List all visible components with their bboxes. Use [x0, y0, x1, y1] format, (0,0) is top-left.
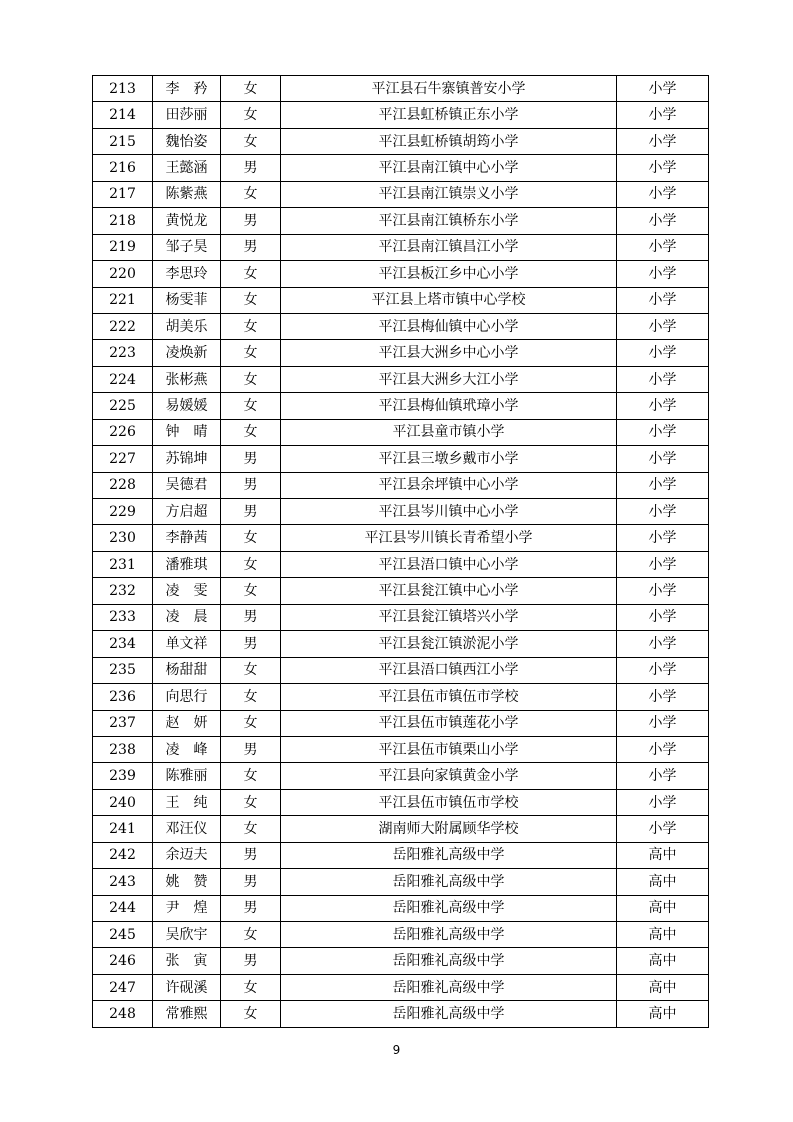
- cell-level: 小学: [617, 499, 709, 525]
- cell-school: 平江县南江镇中心小学: [281, 155, 617, 181]
- cell-school: 湖南师大附属顾华学校: [281, 816, 617, 842]
- cell-level: 小学: [617, 551, 709, 577]
- cell-number: 235: [93, 657, 153, 683]
- cell-name: 黄悦龙: [153, 208, 221, 234]
- table-row: [93, 684, 709, 710]
- cell-level: 小学: [617, 446, 709, 472]
- cell-name: 常雅熙: [153, 1001, 221, 1027]
- table-row: [93, 261, 709, 287]
- table-row: [93, 419, 709, 445]
- cell-gender: 男: [221, 736, 281, 762]
- cell-school: 平江县伍市镇伍市学校: [281, 684, 617, 710]
- cell-level: 小学: [617, 525, 709, 551]
- cell-gender: 男: [221, 948, 281, 974]
- table-row: [93, 446, 709, 472]
- cell-name: 凌 雯: [153, 578, 221, 604]
- cell-level: 小学: [617, 604, 709, 630]
- cell-gender: 女: [221, 393, 281, 419]
- cell-number: 247: [93, 974, 153, 1000]
- cell-gender: 男: [221, 869, 281, 895]
- cell-gender: 女: [221, 816, 281, 842]
- cell-name: 李 矜: [153, 76, 221, 102]
- table-row: [93, 181, 709, 207]
- cell-name: 王 纯: [153, 789, 221, 815]
- page-number: 9: [392, 1043, 401, 1057]
- cell-gender: 女: [221, 261, 281, 287]
- cell-name: 吴欣宇: [153, 922, 221, 948]
- table-row: [93, 948, 709, 974]
- cell-gender: 女: [221, 551, 281, 577]
- cell-number: 218: [93, 208, 153, 234]
- table-row: [93, 710, 709, 736]
- cell-name: 易媛媛: [153, 393, 221, 419]
- cell-level: 小学: [617, 128, 709, 154]
- cell-name: 魏怡姿: [153, 128, 221, 154]
- cell-school: 平江县童市镇小学: [281, 419, 617, 445]
- cell-name: 李思玲: [153, 261, 221, 287]
- table-row: [93, 525, 709, 551]
- cell-number: 240: [93, 789, 153, 815]
- table-row: [93, 102, 709, 128]
- cell-number: 239: [93, 763, 153, 789]
- cell-school: 平江县大洲乡大江小学: [281, 366, 617, 392]
- cell-gender: 女: [221, 525, 281, 551]
- cell-school: 岳阳雅礼高级中学: [281, 974, 617, 1000]
- cell-gender: 女: [221, 313, 281, 339]
- cell-school: 平江县瓮江镇塔兴小学: [281, 604, 617, 630]
- cell-number: 238: [93, 736, 153, 762]
- cell-gender: 男: [221, 499, 281, 525]
- cell-name: 邹子昊: [153, 234, 221, 260]
- roster-body: [93, 76, 709, 1028]
- cell-number: 225: [93, 393, 153, 419]
- cell-level: 小学: [617, 393, 709, 419]
- cell-number: 221: [93, 287, 153, 313]
- cell-level: 小学: [617, 155, 709, 181]
- cell-level: 小学: [617, 631, 709, 657]
- cell-level: 高中: [617, 948, 709, 974]
- cell-level: 小学: [617, 816, 709, 842]
- cell-name: 张 寅: [153, 948, 221, 974]
- cell-name: 尹 煌: [153, 895, 221, 921]
- table-row: [93, 76, 709, 102]
- cell-school: 平江县浯口镇中心小学: [281, 551, 617, 577]
- table-row: [93, 869, 709, 895]
- cell-gender: 女: [221, 657, 281, 683]
- cell-number: 243: [93, 869, 153, 895]
- cell-number: 229: [93, 499, 153, 525]
- cell-level: 高中: [617, 974, 709, 1000]
- table-row: [93, 578, 709, 604]
- cell-school: 平江县岑川镇中心小学: [281, 499, 617, 525]
- cell-level: 小学: [617, 76, 709, 102]
- cell-number: 234: [93, 631, 153, 657]
- cell-school: 平江县虹桥镇胡筠小学: [281, 128, 617, 154]
- cell-number: 222: [93, 313, 153, 339]
- cell-gender: 女: [221, 287, 281, 313]
- cell-name: 钟 晴: [153, 419, 221, 445]
- cell-level: 小学: [617, 789, 709, 815]
- cell-level: 小学: [617, 261, 709, 287]
- cell-level: 小学: [617, 366, 709, 392]
- cell-school: 岳阳雅礼高级中学: [281, 895, 617, 921]
- cell-number: 215: [93, 128, 153, 154]
- cell-gender: 男: [221, 155, 281, 181]
- cell-school: 平江县上塔市镇中心学校: [281, 287, 617, 313]
- cell-school: 平江县瓮江镇中心小学: [281, 578, 617, 604]
- table-row: [93, 631, 709, 657]
- cell-number: 214: [93, 102, 153, 128]
- table-row: [93, 604, 709, 630]
- cell-name: 凌焕新: [153, 340, 221, 366]
- cell-number: 248: [93, 1001, 153, 1027]
- cell-number: 242: [93, 842, 153, 868]
- cell-gender: 女: [221, 102, 281, 128]
- cell-gender: 女: [221, 1001, 281, 1027]
- cell-gender: 男: [221, 446, 281, 472]
- cell-number: 219: [93, 234, 153, 260]
- cell-gender: 男: [221, 234, 281, 260]
- cell-gender: 女: [221, 922, 281, 948]
- table-row: [93, 789, 709, 815]
- table-row: [93, 922, 709, 948]
- cell-gender: 女: [221, 789, 281, 815]
- cell-name: 向思行: [153, 684, 221, 710]
- cell-school: 平江县伍市镇栗山小学: [281, 736, 617, 762]
- cell-number: 231: [93, 551, 153, 577]
- cell-school: 平江县板江乡中心小学: [281, 261, 617, 287]
- cell-gender: 男: [221, 842, 281, 868]
- cell-school: 平江县余坪镇中心小学: [281, 472, 617, 498]
- table-row: [93, 366, 709, 392]
- cell-level: 高中: [617, 869, 709, 895]
- cell-number: 227: [93, 446, 153, 472]
- cell-school: 平江县石牛寨镇普安小学: [281, 76, 617, 102]
- cell-name: 许砚溪: [153, 974, 221, 1000]
- cell-gender: 女: [221, 974, 281, 1000]
- cell-school: 平江县南江镇昌江小学: [281, 234, 617, 260]
- cell-name: 田莎丽: [153, 102, 221, 128]
- cell-level: 小学: [617, 340, 709, 366]
- cell-gender: 女: [221, 578, 281, 604]
- cell-school: 平江县大洲乡中心小学: [281, 340, 617, 366]
- table-row: [93, 208, 709, 234]
- cell-gender: 女: [221, 419, 281, 445]
- cell-number: 230: [93, 525, 153, 551]
- cell-school: 岳阳雅礼高级中学: [281, 1001, 617, 1027]
- cell-level: 高中: [617, 1001, 709, 1027]
- cell-school: 平江县南江镇崇义小学: [281, 181, 617, 207]
- cell-school: 平江县三墩乡戴市小学: [281, 446, 617, 472]
- cell-school: 平江县瓮江镇淤泥小学: [281, 631, 617, 657]
- table-row: [93, 551, 709, 577]
- cell-level: 高中: [617, 922, 709, 948]
- cell-school: 平江县岑川镇长青希望小学: [281, 525, 617, 551]
- cell-level: 小学: [617, 208, 709, 234]
- cell-level: 小学: [617, 181, 709, 207]
- cell-school: 平江县南江镇桥东小学: [281, 208, 617, 234]
- cell-level: 小学: [617, 684, 709, 710]
- cell-school: 平江县虹桥镇正东小学: [281, 102, 617, 128]
- cell-level: 小学: [617, 736, 709, 762]
- cell-name: 凌 晨: [153, 604, 221, 630]
- cell-name: 杨雯菲: [153, 287, 221, 313]
- cell-gender: 女: [221, 710, 281, 736]
- cell-level: 小学: [617, 657, 709, 683]
- cell-number: 244: [93, 895, 153, 921]
- cell-number: 224: [93, 366, 153, 392]
- cell-level: 高中: [617, 895, 709, 921]
- cell-number: 223: [93, 340, 153, 366]
- table-row: [93, 472, 709, 498]
- cell-school: 岳阳雅礼高级中学: [281, 869, 617, 895]
- cell-number: 217: [93, 181, 153, 207]
- cell-gender: 女: [221, 366, 281, 392]
- cell-school: 平江县向家镇黄金小学: [281, 763, 617, 789]
- cell-level: 小学: [617, 102, 709, 128]
- table-row: [93, 287, 709, 313]
- cell-gender: 男: [221, 895, 281, 921]
- table-row: [93, 393, 709, 419]
- cell-gender: 女: [221, 181, 281, 207]
- cell-number: 241: [93, 816, 153, 842]
- cell-name: 邓汪仪: [153, 816, 221, 842]
- cell-number: 236: [93, 684, 153, 710]
- cell-number: 237: [93, 710, 153, 736]
- cell-name: 吴德君: [153, 472, 221, 498]
- table-row: [93, 313, 709, 339]
- table-row: [93, 736, 709, 762]
- cell-school: 岳阳雅礼高级中学: [281, 948, 617, 974]
- cell-gender: 女: [221, 128, 281, 154]
- cell-number: 245: [93, 922, 153, 948]
- table-row: [93, 657, 709, 683]
- cell-gender: 男: [221, 472, 281, 498]
- table-row: [93, 1001, 709, 1027]
- cell-level: 小学: [617, 763, 709, 789]
- cell-gender: 男: [221, 604, 281, 630]
- cell-number: 226: [93, 419, 153, 445]
- table-row: [93, 763, 709, 789]
- cell-school: 平江县梅仙镇玳璋小学: [281, 393, 617, 419]
- cell-name: 赵 妍: [153, 710, 221, 736]
- cell-level: 小学: [617, 287, 709, 313]
- table-row: [93, 895, 709, 921]
- cell-number: 216: [93, 155, 153, 181]
- cell-level: 小学: [617, 419, 709, 445]
- table-row: [93, 499, 709, 525]
- cell-level: 小学: [617, 472, 709, 498]
- cell-school: 平江县伍市镇伍市学校: [281, 789, 617, 815]
- cell-number: 220: [93, 261, 153, 287]
- cell-name: 李静茜: [153, 525, 221, 551]
- cell-gender: 男: [221, 631, 281, 657]
- cell-name: 陈紫燕: [153, 181, 221, 207]
- cell-number: 233: [93, 604, 153, 630]
- cell-level: 小学: [617, 578, 709, 604]
- cell-name: 余迈夫: [153, 842, 221, 868]
- cell-gender: 女: [221, 763, 281, 789]
- cell-name: 凌 峰: [153, 736, 221, 762]
- cell-school: 平江县伍市镇莲花小学: [281, 710, 617, 736]
- table-row: [93, 234, 709, 260]
- cell-school: 平江县梅仙镇中心小学: [281, 313, 617, 339]
- cell-name: 杨甜甜: [153, 657, 221, 683]
- table-row: [93, 816, 709, 842]
- cell-level: 小学: [617, 234, 709, 260]
- cell-gender: 女: [221, 76, 281, 102]
- cell-name: 苏锦坤: [153, 446, 221, 472]
- table-row: [93, 842, 709, 868]
- cell-name: 姚 赞: [153, 869, 221, 895]
- cell-level: 小学: [617, 313, 709, 339]
- cell-gender: 女: [221, 340, 281, 366]
- table-row: [93, 974, 709, 1000]
- cell-level: 高中: [617, 842, 709, 868]
- cell-school: 平江县浯口镇西江小学: [281, 657, 617, 683]
- roster-table: [92, 75, 709, 1028]
- cell-school: 岳阳雅礼高级中学: [281, 922, 617, 948]
- cell-number: 213: [93, 76, 153, 102]
- cell-name: 陈雅丽: [153, 763, 221, 789]
- cell-name: 方启超: [153, 499, 221, 525]
- cell-school: 岳阳雅礼高级中学: [281, 842, 617, 868]
- table-row: [93, 128, 709, 154]
- cell-gender: 女: [221, 684, 281, 710]
- cell-level: 小学: [617, 710, 709, 736]
- cell-number: 228: [93, 472, 153, 498]
- cell-name: 胡美乐: [153, 313, 221, 339]
- cell-name: 单文祥: [153, 631, 221, 657]
- cell-name: 潘雅琪: [153, 551, 221, 577]
- table-row: [93, 155, 709, 181]
- table-row: [93, 340, 709, 366]
- cell-number: 246: [93, 948, 153, 974]
- cell-name: 张彬燕: [153, 366, 221, 392]
- cell-number: 232: [93, 578, 153, 604]
- cell-gender: 男: [221, 208, 281, 234]
- cell-name: 王懿涵: [153, 155, 221, 181]
